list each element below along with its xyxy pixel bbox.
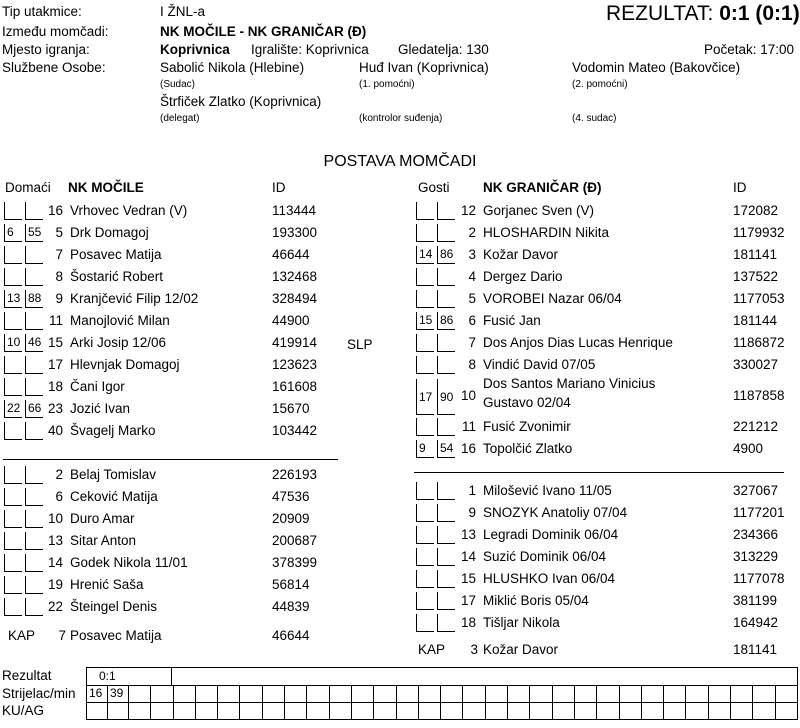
away-sub-player-id: 1177078	[733, 571, 785, 586]
away-player-number: 7	[468, 335, 476, 350]
footer-grid-cell	[108, 702, 129, 719]
home-sub-player-id: 20909	[272, 511, 310, 526]
footer-grid-cell	[642, 702, 664, 719]
home-sub-player-id: 47536	[272, 489, 310, 504]
home-player-name: Manojlović Milan	[70, 313, 170, 328]
away-minute-box	[437, 290, 455, 308]
footer-grid-cell	[397, 685, 419, 702]
home-sub-player-id: 226193	[272, 467, 318, 482]
home-side-label: Domaći	[5, 180, 51, 195]
venue-value: Koprivnica	[160, 42, 230, 57]
away-sub-minute-box	[437, 548, 455, 566]
away-card-box	[416, 356, 434, 374]
away-card-box: 17	[416, 379, 434, 415]
away-card-box	[416, 418, 434, 436]
away-minute-box: 86	[437, 246, 455, 264]
away-player-number: 8	[468, 357, 476, 372]
footer-grid-cell	[285, 685, 307, 702]
footer-grid-cell: 16	[87, 685, 108, 702]
home-minute-box	[25, 246, 43, 264]
home-sub-player-number: 6	[55, 489, 63, 504]
official-assistant1-name: Huđ Ivan (Koprivnica)	[359, 60, 489, 75]
home-card-box	[4, 268, 22, 286]
away-player-id: 1177053	[733, 291, 785, 306]
home-player-id: 193300	[272, 225, 318, 240]
footer-grid-cell	[218, 702, 240, 719]
away-card-box: 15	[416, 312, 434, 330]
home-card-box	[4, 202, 22, 220]
away-player-name: Kožar Davor	[483, 247, 559, 262]
footer-grid-cell	[687, 685, 709, 702]
home-sub-player-number: 10	[47, 511, 63, 526]
home-subs-divider	[3, 459, 338, 460]
home-card-box	[4, 356, 22, 374]
away-minute-box: 90	[437, 379, 455, 415]
venue-label: Mjesto igranja:	[2, 42, 90, 57]
home-player-id: 419914	[272, 335, 318, 350]
footer-scorer-row	[86, 685, 798, 703]
footer-grid-cell	[575, 702, 597, 719]
home-sub-minute-box	[25, 466, 43, 484]
away-player-id: 1186872	[733, 335, 785, 350]
away-player-number: 4	[468, 269, 476, 284]
footer-grid-cell	[530, 685, 552, 702]
home-team-name: NK MOČILE	[68, 180, 144, 195]
footer-grid-cell	[597, 702, 619, 719]
home-card-box: 10	[4, 334, 22, 352]
home-player-name: Kranjčević Filip 12/02	[70, 291, 199, 306]
home-minute-box	[25, 202, 43, 220]
home-player-name: Hlevnjak Domagoj	[70, 357, 180, 372]
home-sub-player-number: 2	[55, 467, 63, 482]
home-sub-card-box	[4, 576, 22, 594]
away-player-number: 11	[461, 419, 476, 434]
footer-grid-cell	[174, 702, 196, 719]
home-player-name: Arki Josip 12/06	[70, 335, 167, 350]
home-player-id: 123623	[272, 357, 318, 372]
away-captain-name: Kožar Davor	[483, 642, 559, 657]
home-player-name: Posavec Matija	[70, 247, 162, 262]
away-sub-minute-box	[437, 526, 455, 544]
away-minute-box	[437, 268, 455, 286]
footer-ku-ag-label: KU/AG	[2, 703, 45, 718]
home-sub-player-name: Belaj Tomislav	[70, 467, 157, 482]
away-sub-card-box	[416, 548, 434, 566]
home-sub-card-box	[4, 466, 22, 484]
footer-grid-cell	[731, 685, 753, 702]
away-card-box	[416, 290, 434, 308]
home-sub-player-name: Šteingel Denis	[70, 599, 158, 614]
home-sub-minute-box	[25, 576, 43, 594]
away-player-id: 1179932	[733, 225, 785, 240]
away-sub-player-name: Legradi Dominik 06/04	[483, 527, 619, 542]
away-card-box	[416, 202, 434, 220]
home-player-name: Drk Domagoj	[70, 225, 149, 240]
home-minute-box	[25, 312, 43, 330]
away-sub-player-name: HLUSHKO Ivan 06/04	[483, 571, 616, 586]
home-captain-name: Posavec Matija	[70, 628, 162, 643]
home-card-box	[4, 312, 22, 330]
footer-grid-cell	[731, 702, 753, 719]
teams-value: NK MOČILE - NK GRANIČAR (Đ)	[160, 24, 367, 39]
home-sub-card-box	[4, 554, 22, 572]
home-player-id: 15670	[272, 401, 310, 416]
home-player-id: 44900	[272, 313, 310, 328]
away-player-number: 5	[468, 291, 476, 306]
footer-grid-cell	[575, 685, 597, 702]
home-player-name: Čani Igor	[70, 379, 125, 394]
away-player-name: HLOSHARDIN Nikita	[483, 225, 610, 240]
away-side-label: Gosti	[418, 180, 450, 195]
match-type-label: Tip utakmice:	[2, 4, 82, 19]
home-player-id: 132468	[272, 269, 318, 284]
footer-grid-cell	[709, 685, 731, 702]
footer-grid-cell	[374, 685, 396, 702]
away-card-box	[416, 334, 434, 352]
slp-label: SLP	[347, 337, 373, 352]
away-player-name: Gorjanec Sven (V)	[483, 203, 595, 218]
footer-grid-cell	[664, 702, 686, 719]
home-player-id: 161608	[272, 379, 318, 394]
footer-grid-cell	[486, 685, 508, 702]
home-player-name: Švagelj Marko	[70, 423, 156, 438]
home-player-number: 9	[55, 291, 63, 306]
home-card-box	[4, 422, 22, 440]
away-player-id: 181144	[733, 313, 778, 328]
away-minute-box	[437, 356, 455, 374]
away-sub-card-box	[416, 614, 434, 632]
away-sub-player-number: 17	[460, 593, 476, 608]
away-sub-card-box	[416, 504, 434, 522]
home-sub-minute-box	[25, 532, 43, 550]
footer-grid-cell	[352, 685, 374, 702]
away-player-id: 172082	[733, 203, 779, 218]
away-player-id: 221212	[733, 419, 779, 434]
footer-grid-cell	[687, 702, 709, 719]
away-sub-player-number: 13	[460, 527, 476, 542]
official-assistant1-role: (1. pomoćni)	[359, 79, 415, 90]
footer-grid-cell	[307, 685, 329, 702]
footer-result-cell: 0:1	[87, 668, 172, 685]
away-player-number: 12	[460, 203, 476, 218]
footer-grid-cell	[530, 702, 552, 719]
home-player-number: 11	[48, 313, 63, 328]
home-player-id: 46644	[272, 247, 310, 262]
home-captain-label: KAP	[8, 628, 36, 643]
home-minute-box: 88	[25, 290, 43, 308]
away-sub-minute-box	[437, 614, 455, 632]
away-sub-card-box	[416, 482, 434, 500]
footer-grid-cell	[307, 702, 329, 719]
home-card-box: 13	[4, 290, 22, 308]
footer-grid-cell	[241, 685, 263, 702]
footer-grid-cell	[776, 702, 798, 719]
home-card-box: 6	[4, 224, 22, 242]
away-subs-divider	[414, 472, 784, 473]
away-minute-box	[437, 334, 455, 352]
away-minute-box	[437, 202, 455, 220]
home-sub-player-name: Hrenić Saša	[70, 577, 144, 592]
away-captain-id: 181141	[733, 642, 778, 657]
away-player-number: 10	[460, 388, 476, 403]
away-player-number: 6	[468, 313, 476, 328]
away-sub-player-id: 327067	[733, 483, 779, 498]
footer-grid-cell	[263, 702, 285, 719]
away-player-name: VOROBEI Nazar 06/04	[483, 291, 622, 306]
result-label: REZULTAT:	[606, 2, 714, 25]
home-sub-player-id: 44839	[272, 599, 310, 614]
away-sub-player-name: Suzić Dominik 06/04	[483, 549, 607, 564]
kickoff-text: Početak: 17:00	[704, 42, 795, 57]
official-controller-role: (kontrolor suđenja)	[359, 113, 443, 124]
home-sub-player-name: Duro Amar	[70, 511, 135, 526]
home-minute-box	[25, 422, 43, 440]
lineup-title: POSTAVA MOMČADI	[323, 153, 477, 170]
home-player-id: 328494	[272, 291, 318, 306]
footer-grid-cell	[753, 685, 775, 702]
official-assistant2-role: (2. pomoćni)	[572, 79, 628, 90]
home-minute-box: 46	[25, 334, 43, 352]
footer-ku-ag-row	[86, 702, 798, 720]
away-player-id: 1187858	[733, 388, 785, 403]
footer-grid-cell	[508, 685, 530, 702]
away-player-number: 2	[468, 225, 476, 240]
home-sub-card-box	[4, 510, 22, 528]
home-sub-player-id: 56814	[272, 577, 310, 592]
footer-grid-cell	[709, 702, 731, 719]
away-minute-box: 86	[437, 312, 455, 330]
home-id-header: ID	[272, 180, 286, 195]
footer-grid-cell	[330, 685, 352, 702]
official-assistant2-name: Vodomin Mateo (Bakovčice)	[572, 60, 741, 75]
home-sub-minute-box	[25, 598, 43, 616]
away-player-id: 137522	[733, 269, 779, 284]
away-card-box: 9	[416, 440, 434, 458]
home-player-number: 17	[47, 357, 63, 372]
away-sub-player-number: 15	[460, 571, 476, 586]
home-player-number: 40	[47, 423, 63, 438]
footer-grid-cell	[776, 685, 798, 702]
home-sub-player-number: 14	[47, 555, 63, 570]
away-sub-player-number: 18	[460, 615, 476, 630]
footer-grid-cell	[263, 685, 285, 702]
footer-grid-cell	[508, 702, 530, 719]
footer-grid-cell	[129, 685, 151, 702]
footer-grid-cell	[419, 702, 441, 719]
footer-grid-cell	[241, 702, 263, 719]
home-minute-box: 66	[25, 400, 43, 418]
away-captain-label: KAP	[418, 642, 446, 657]
official-delegate-name: Štrfiček Zlatko (Koprivnica)	[160, 94, 322, 109]
away-player-name-cont: Gustavo 02/04	[483, 395, 571, 410]
away-sub-minute-box	[437, 482, 455, 500]
home-player-id: 103442	[272, 423, 318, 438]
home-minute-box	[25, 268, 43, 286]
footer-grid-cell	[620, 702, 642, 719]
footer-result-label: Rezultat	[2, 668, 52, 683]
home-sub-player-id: 200687	[272, 533, 318, 548]
home-sub-card-box	[4, 532, 22, 550]
away-player-name: Dos Santos Mariano Vinicius	[483, 376, 656, 391]
away-sub-player-name: Tišljar Nikola	[483, 615, 560, 630]
footer-grid-cell	[87, 702, 108, 719]
home-player-name: Šostarić Robert	[70, 269, 164, 284]
home-player-name: Vrhovec Vedran (V)	[70, 203, 188, 218]
away-team-name: NK GRANIČAR (Đ)	[483, 180, 602, 195]
home-sub-player-name: Sitar Anton	[70, 533, 137, 548]
footer-grid-cell	[285, 702, 307, 719]
footer-grid-cell	[553, 702, 575, 719]
footer-grid-cell	[642, 685, 664, 702]
footer-grid-cell	[352, 702, 374, 719]
away-player-number: 3	[468, 247, 476, 262]
footer-grid-cell	[441, 685, 463, 702]
away-sub-player-id: 381199	[733, 593, 778, 608]
home-captain-number: 7	[58, 628, 66, 643]
away-player-name: Vindić David 07/05	[483, 357, 596, 372]
away-card-box	[416, 268, 434, 286]
away-minute-box: 54	[437, 440, 455, 458]
away-player-number: 16	[460, 441, 476, 456]
away-sub-player-id: 1177201	[733, 505, 785, 520]
home-player-number: 23	[47, 401, 63, 416]
official-delegate-role: (delegat)	[160, 113, 200, 124]
official-referee-role: (Sudac)	[160, 79, 196, 90]
away-sub-player-name: Miklić Boris 05/04	[483, 593, 589, 608]
home-player-number: 18	[47, 379, 63, 394]
footer-grid-cell	[196, 702, 218, 719]
away-sub-minute-box	[437, 592, 455, 610]
away-sub-card-box	[416, 526, 434, 544]
footer-grid-cell: 39	[108, 685, 129, 702]
footer-grid-cell	[397, 702, 419, 719]
home-player-name: Jozić Ivan	[70, 401, 131, 416]
footer-grid-cell	[464, 685, 486, 702]
officials-label: Službene Osobe:	[2, 60, 106, 75]
home-sub-player-number: 19	[47, 577, 63, 592]
away-sub-minute-box	[437, 570, 455, 588]
away-captain-number: 3	[470, 642, 478, 657]
away-player-name: Fusić Zvonimir	[483, 419, 571, 434]
away-sub-card-box	[416, 570, 434, 588]
away-sub-player-number: 9	[468, 505, 476, 520]
footer-grid-cell	[553, 685, 575, 702]
away-card-box	[416, 224, 434, 242]
away-sub-player-id: 234366	[733, 527, 779, 542]
official-fourth-role: (4. sudac)	[572, 113, 617, 124]
away-minute-box	[437, 224, 455, 242]
away-sub-player-id: 313229	[733, 549, 779, 564]
home-player-number: 15	[47, 335, 63, 350]
footer-grid-cell	[464, 702, 486, 719]
match-type-value: I ŽNL-a	[160, 4, 206, 19]
teams-label: Između momčadi:	[2, 24, 109, 39]
stadium-text: Igralište: Koprivnica	[251, 42, 369, 57]
away-player-name: Dos Anjos Dias Lucas Henrique	[483, 335, 673, 350]
home-sub-card-box	[4, 488, 22, 506]
footer-grid-cell	[151, 702, 173, 719]
footer-grid-cell	[419, 685, 441, 702]
home-player-number: 7	[55, 247, 63, 262]
home-minute-box	[25, 378, 43, 396]
away-player-name: Fusić Jan	[483, 313, 541, 328]
footer-grid-cell	[597, 685, 619, 702]
home-captain-id: 46644	[272, 628, 310, 643]
footer-result-row	[86, 667, 798, 686]
result-heading	[606, 2, 800, 26]
away-player-name: Topolčić Zlatko	[483, 441, 573, 456]
footer-grid-cell	[441, 702, 463, 719]
home-sub-player-number: 13	[47, 533, 63, 548]
home-sub-minute-box	[25, 488, 43, 506]
away-player-id: 4900	[733, 441, 764, 456]
result-value: 0:1 (0:1)	[719, 2, 800, 25]
away-player-name: Dergez Dario	[483, 269, 563, 284]
footer-grid-cell	[374, 702, 396, 719]
footer-grid-cell	[620, 685, 642, 702]
away-sub-player-name: SNOZYK Anatoliy 07/04	[483, 505, 628, 520]
footer-grid-cell	[196, 685, 218, 702]
home-sub-minute-box	[25, 554, 43, 572]
away-sub-card-box	[416, 592, 434, 610]
home-sub-card-box	[4, 598, 22, 616]
official-referee-name: Sabolić Nikola (Hlebine)	[160, 60, 305, 75]
footer-grid-cell	[174, 685, 196, 702]
away-card-box: 14	[416, 246, 434, 264]
home-sub-player-id: 378399	[272, 555, 318, 570]
away-player-id: 181141	[733, 247, 778, 262]
footer-grid-cell	[664, 685, 686, 702]
footer-grid-cell	[330, 702, 352, 719]
home-player-number: 8	[55, 269, 63, 284]
away-id-header: ID	[733, 180, 747, 195]
footer-grid-cell	[129, 702, 151, 719]
away-sub-player-name: Milošević Ivano 11/05	[483, 483, 612, 498]
home-sub-player-name: Godek Nikola 11/01	[70, 555, 188, 570]
footer-grid-cell	[218, 685, 240, 702]
home-minute-box	[25, 356, 43, 374]
footer-scorer-label: Strijelac/min	[2, 686, 76, 701]
home-card-box	[4, 378, 22, 396]
footer-grid-cell	[151, 685, 173, 702]
away-sub-minute-box	[437, 504, 455, 522]
home-minute-box: 55	[25, 224, 43, 242]
away-sub-player-id: 164942	[733, 615, 779, 630]
away-sub-player-number: 14	[460, 549, 476, 564]
away-minute-box	[437, 418, 455, 436]
home-sub-player-name: Ceković Matija	[70, 489, 158, 504]
away-player-id: 330027	[733, 357, 779, 372]
home-card-box: 22	[4, 400, 22, 418]
home-player-number: 5	[55, 225, 63, 240]
attendance-text: Gledatelja: 130	[398, 42, 489, 57]
footer-grid-cell	[753, 702, 775, 719]
home-sub-player-number: 22	[47, 599, 63, 614]
footer-grid-cell	[486, 702, 508, 719]
home-sub-minute-box	[25, 510, 43, 528]
home-player-number: 16	[47, 203, 63, 218]
home-player-id: 113444	[272, 203, 317, 218]
home-card-box	[4, 246, 22, 264]
away-sub-player-number: 1	[468, 483, 476, 498]
